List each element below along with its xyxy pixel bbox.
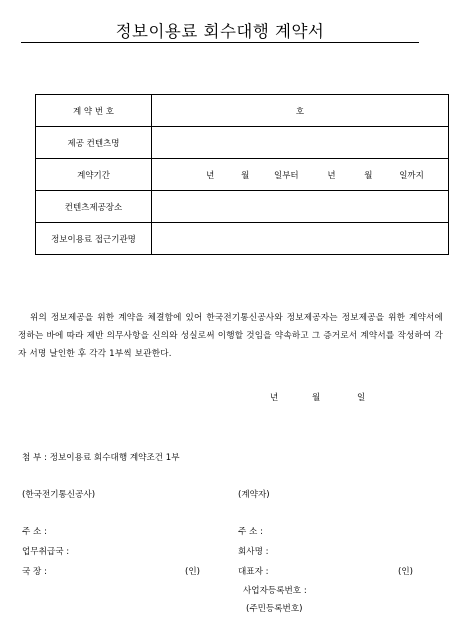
period-year1: 년 bbox=[206, 170, 215, 181]
access-agency-value bbox=[152, 223, 449, 255]
table-row bbox=[36, 95, 449, 127]
period-year2: 년 bbox=[327, 170, 336, 181]
left-office-label: 업무취급국 : bbox=[22, 547, 70, 557]
right-bizno-label: 사업자등록번호 : bbox=[243, 586, 307, 596]
date-year: 년 bbox=[270, 393, 279, 403]
contract-title: 정보이용료 회수대행 계약서 bbox=[115, 22, 325, 41]
left-seal-mark: (인) bbox=[185, 567, 201, 577]
right-party-header: (계약자) bbox=[238, 490, 270, 500]
right-rep-label: 대표자 : bbox=[238, 567, 269, 577]
contract-number-value: 호 bbox=[152, 95, 449, 127]
period-from: 일부터 bbox=[274, 170, 299, 181]
right-seal-mark: (인) bbox=[398, 567, 414, 577]
date-month: 월 bbox=[312, 393, 321, 403]
content-name-value bbox=[152, 127, 449, 159]
contract-number-label: 계 약 번 호 bbox=[36, 95, 152, 127]
date-day: 일 bbox=[357, 393, 366, 403]
table-row bbox=[36, 223, 449, 255]
period-until: 일까지 bbox=[399, 170, 424, 181]
left-chief-label: 국 장 : bbox=[22, 567, 47, 577]
contract-period-value bbox=[152, 159, 449, 191]
content-name-label: 제공 컨텐츠명 bbox=[36, 127, 152, 159]
agreement-paragraph: 위의 정보제공을 위한 계약을 체결함에 있어 한국전기통신공사와 정보제공자는 정보제공을 위한 계약서에 정하는 바에 따라 제반 의무사항을 신의와 성실로써 이행할 것임을 약속하고 그 증거로서 계약서를 작성하여 각자 서명 날인한 후 각각 1부씩 보관한다. bbox=[18, 313, 443, 359]
attachment-note: 첨 부 : 정보이용료 회수대행 계약조건 1부 bbox=[22, 453, 180, 463]
period-month2: 월 bbox=[364, 170, 373, 181]
content-location-label: 컨텐츠제공장소 bbox=[36, 191, 152, 223]
right-company-label: 회사명 : bbox=[238, 547, 269, 557]
contract-period-label: 계약기간 bbox=[36, 159, 152, 191]
left-address-label: 주 소 : bbox=[22, 527, 47, 537]
table-row bbox=[36, 159, 449, 191]
right-resno-label: (주민등록번호) bbox=[246, 604, 303, 614]
access-agency-label: 정보이용료 접근기관명 bbox=[36, 223, 152, 255]
table-row bbox=[36, 127, 449, 159]
left-party-header: (한국전기통신공사) bbox=[22, 490, 96, 500]
content-location-value bbox=[152, 191, 449, 223]
right-address-label: 주 소 : bbox=[238, 527, 263, 537]
title-underline bbox=[21, 42, 419, 43]
table-row bbox=[36, 191, 449, 223]
contract-info-table bbox=[35, 94, 449, 255]
period-month1: 월 bbox=[241, 170, 250, 181]
